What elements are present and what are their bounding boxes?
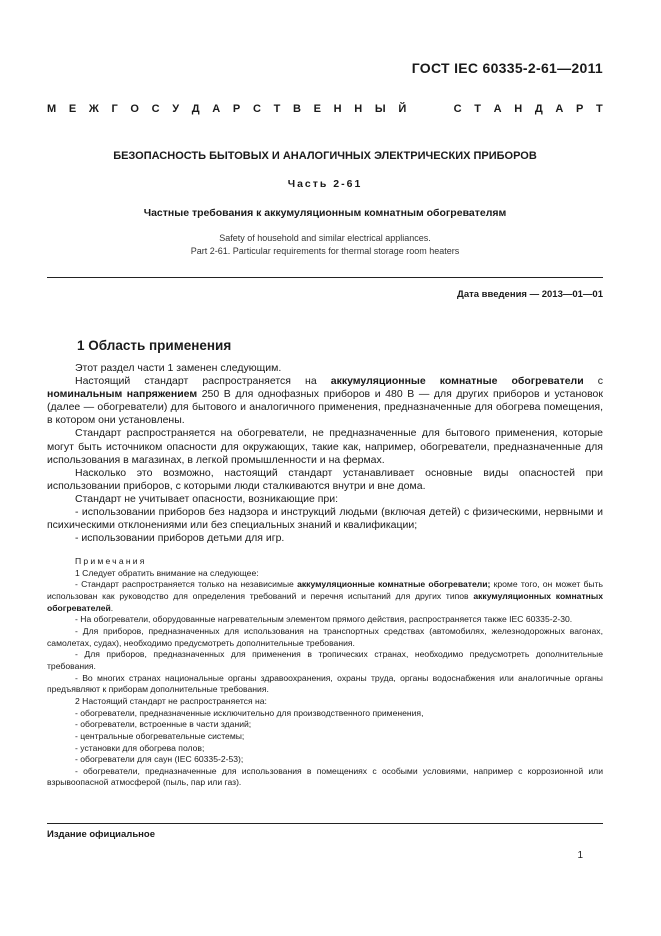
notes-block bbox=[47, 556, 603, 789]
heading-letter: Р bbox=[575, 103, 584, 115]
header-divider bbox=[47, 277, 603, 278]
heading-letter: О bbox=[130, 103, 139, 115]
heading-letter: А bbox=[212, 103, 221, 115]
heading-letter: У bbox=[172, 103, 180, 115]
introduction-date: Дата введения — 2013—01—01 bbox=[457, 289, 603, 300]
note-item: - установки для обогрева полов; bbox=[75, 742, 205, 753]
part-number: Часть 2-61 bbox=[287, 178, 363, 190]
paragraph: Насколько это возможно, настоящий стандарт устанавливает основные виды опасностей при использовании приборов, с которыми люди сталкиваются внутри и вне дома. bbox=[47, 466, 603, 492]
heading-letter: А bbox=[555, 103, 564, 115]
heading-letter: Г bbox=[111, 103, 118, 115]
english-title-line-2: Part 2-61. Particular requirements for thermal storage room heaters bbox=[190, 246, 460, 256]
heading-letter: Ы bbox=[374, 103, 386, 115]
heading-letter: Т bbox=[596, 103, 603, 115]
page-number: 1 bbox=[577, 850, 583, 861]
heading-letter: В bbox=[292, 103, 301, 115]
heading-letter: Н bbox=[514, 103, 523, 115]
heading-letter: Е bbox=[313, 103, 321, 115]
section-heading: 1 Область применения bbox=[77, 338, 232, 353]
heading-letter: С bbox=[453, 103, 462, 115]
list-item: - использовании приборов детьми для игр. bbox=[75, 532, 285, 545]
heading-letter: Д bbox=[534, 103, 543, 115]
heading-letter: А bbox=[493, 103, 502, 115]
heading-letter: С bbox=[252, 103, 261, 115]
section-body bbox=[47, 362, 603, 545]
heading-letter: С bbox=[151, 103, 160, 115]
note-item: - Для приборов, предназначенных для использования на транспортных средствах (автомобилях, железнодорожных вагонах, самолетах, судах), необходимо предусмотреть дополнительные требования. bbox=[47, 625, 603, 648]
document-subtitle: Частные требования к аккумуляционным комнатным обогревателям bbox=[143, 207, 507, 219]
note-item: - обогреватели, предназначенные исключительно для производственного применения, bbox=[75, 707, 424, 718]
document-code: ГОСТ IEC 60335-2-61—2011 bbox=[411, 60, 603, 76]
note-item: - На обогреватели, оборудованные нагревательным элементом прямого действия, распространяется также IEC 60335-2-30. bbox=[75, 614, 573, 625]
interstate-standard-heading bbox=[47, 103, 603, 115]
note-item: 2 Настоящий стандарт не распространяется на: bbox=[75, 695, 267, 706]
word-gap bbox=[419, 103, 441, 115]
document-title: БЕЗОПАСНОСТЬ БЫТОВЫХ И АНАЛОГИЧНЫХ ЭЛЕКТРИЧЕСКИХ ПРИБОРОВ bbox=[113, 150, 537, 162]
paragraph: Этот раздел части 1 заменен следующим. bbox=[75, 362, 282, 374]
note-item: - центральные обогревательные системы; bbox=[75, 730, 245, 741]
note-item: - Во многих странах национальные органы здравоохранения, охраны труда, органы водоснабжения или аналогичные органы предъявляют к приборам дополнительные требования. bbox=[47, 672, 603, 695]
heading-letter: Й bbox=[398, 103, 407, 115]
heading-letter: Р bbox=[232, 103, 241, 115]
heading-letter: Н bbox=[354, 103, 363, 115]
heading-letter: Т bbox=[474, 103, 481, 115]
note-item: 1 Следует обратить внимание на следующее: bbox=[75, 567, 259, 578]
heading-letter: Н bbox=[333, 103, 342, 115]
paragraph: Стандарт не учитывает опасности, возникающие при: bbox=[75, 492, 339, 505]
heading-letter: Д bbox=[191, 103, 200, 115]
note-item: - Для приборов, предназначенных для применения в тропических странах, необходимо предусмотреть дополнительные требования. bbox=[47, 649, 603, 671]
english-title-line-1: Safety of household and similar electrical appliances. bbox=[219, 233, 431, 243]
edition-label: Издание официальное bbox=[47, 829, 155, 840]
notes-header: Примечания bbox=[75, 556, 147, 566]
heading-letter: Е bbox=[68, 103, 77, 115]
note-item: - обогреватели для саун (IEC 60335-2-53); bbox=[75, 754, 244, 765]
footer-divider bbox=[47, 823, 603, 824]
paragraph: Стандарт распространяется на обогреватели, не предназначенные для бытового применения, которые могут быть источником опасности для окружающих, такие как, например, обогреватели, предназначенные для использования в магазинах, в легкой промышленности и на фермах. bbox=[47, 427, 603, 466]
heading-letter: М bbox=[47, 103, 57, 115]
heading-letter: Ж bbox=[88, 103, 99, 115]
note-item: - обогреватели, встроенные в части зданий; bbox=[75, 719, 252, 730]
heading-letter: Т bbox=[273, 103, 281, 115]
note-item: - обогреватели, предназначенные для использования в помещениях с особыми условиями, например с коррозионной или взрывоопасной атмосферой (пыль, пар или газ). bbox=[47, 765, 603, 788]
list-item: - использовании приборов без надзора и инструкций людьми (включая детей) с физическими, нервными и психическими отклонениями или без специальных знаний и квалификации; bbox=[47, 506, 603, 532]
note-item: - Стандарт распространяется только на независимые аккумуляционные комнатные обогреватели; кроме того, он может быть использован как руководство для определения требований и перечня испытаний для других типов аккумуляционных комнатных обогревателей. bbox=[47, 579, 603, 613]
paragraph: Настоящий стандарт распространяется на аккумуляционные комнатные обогреватели с номинальным напряжением 250 В для однофазных приборов и 480 В — для других приборов и установок (далее — обогреватели) для бытового и аналогичного применения, предназначенные для обогрева помещения, в котором они установлены. bbox=[47, 375, 603, 427]
